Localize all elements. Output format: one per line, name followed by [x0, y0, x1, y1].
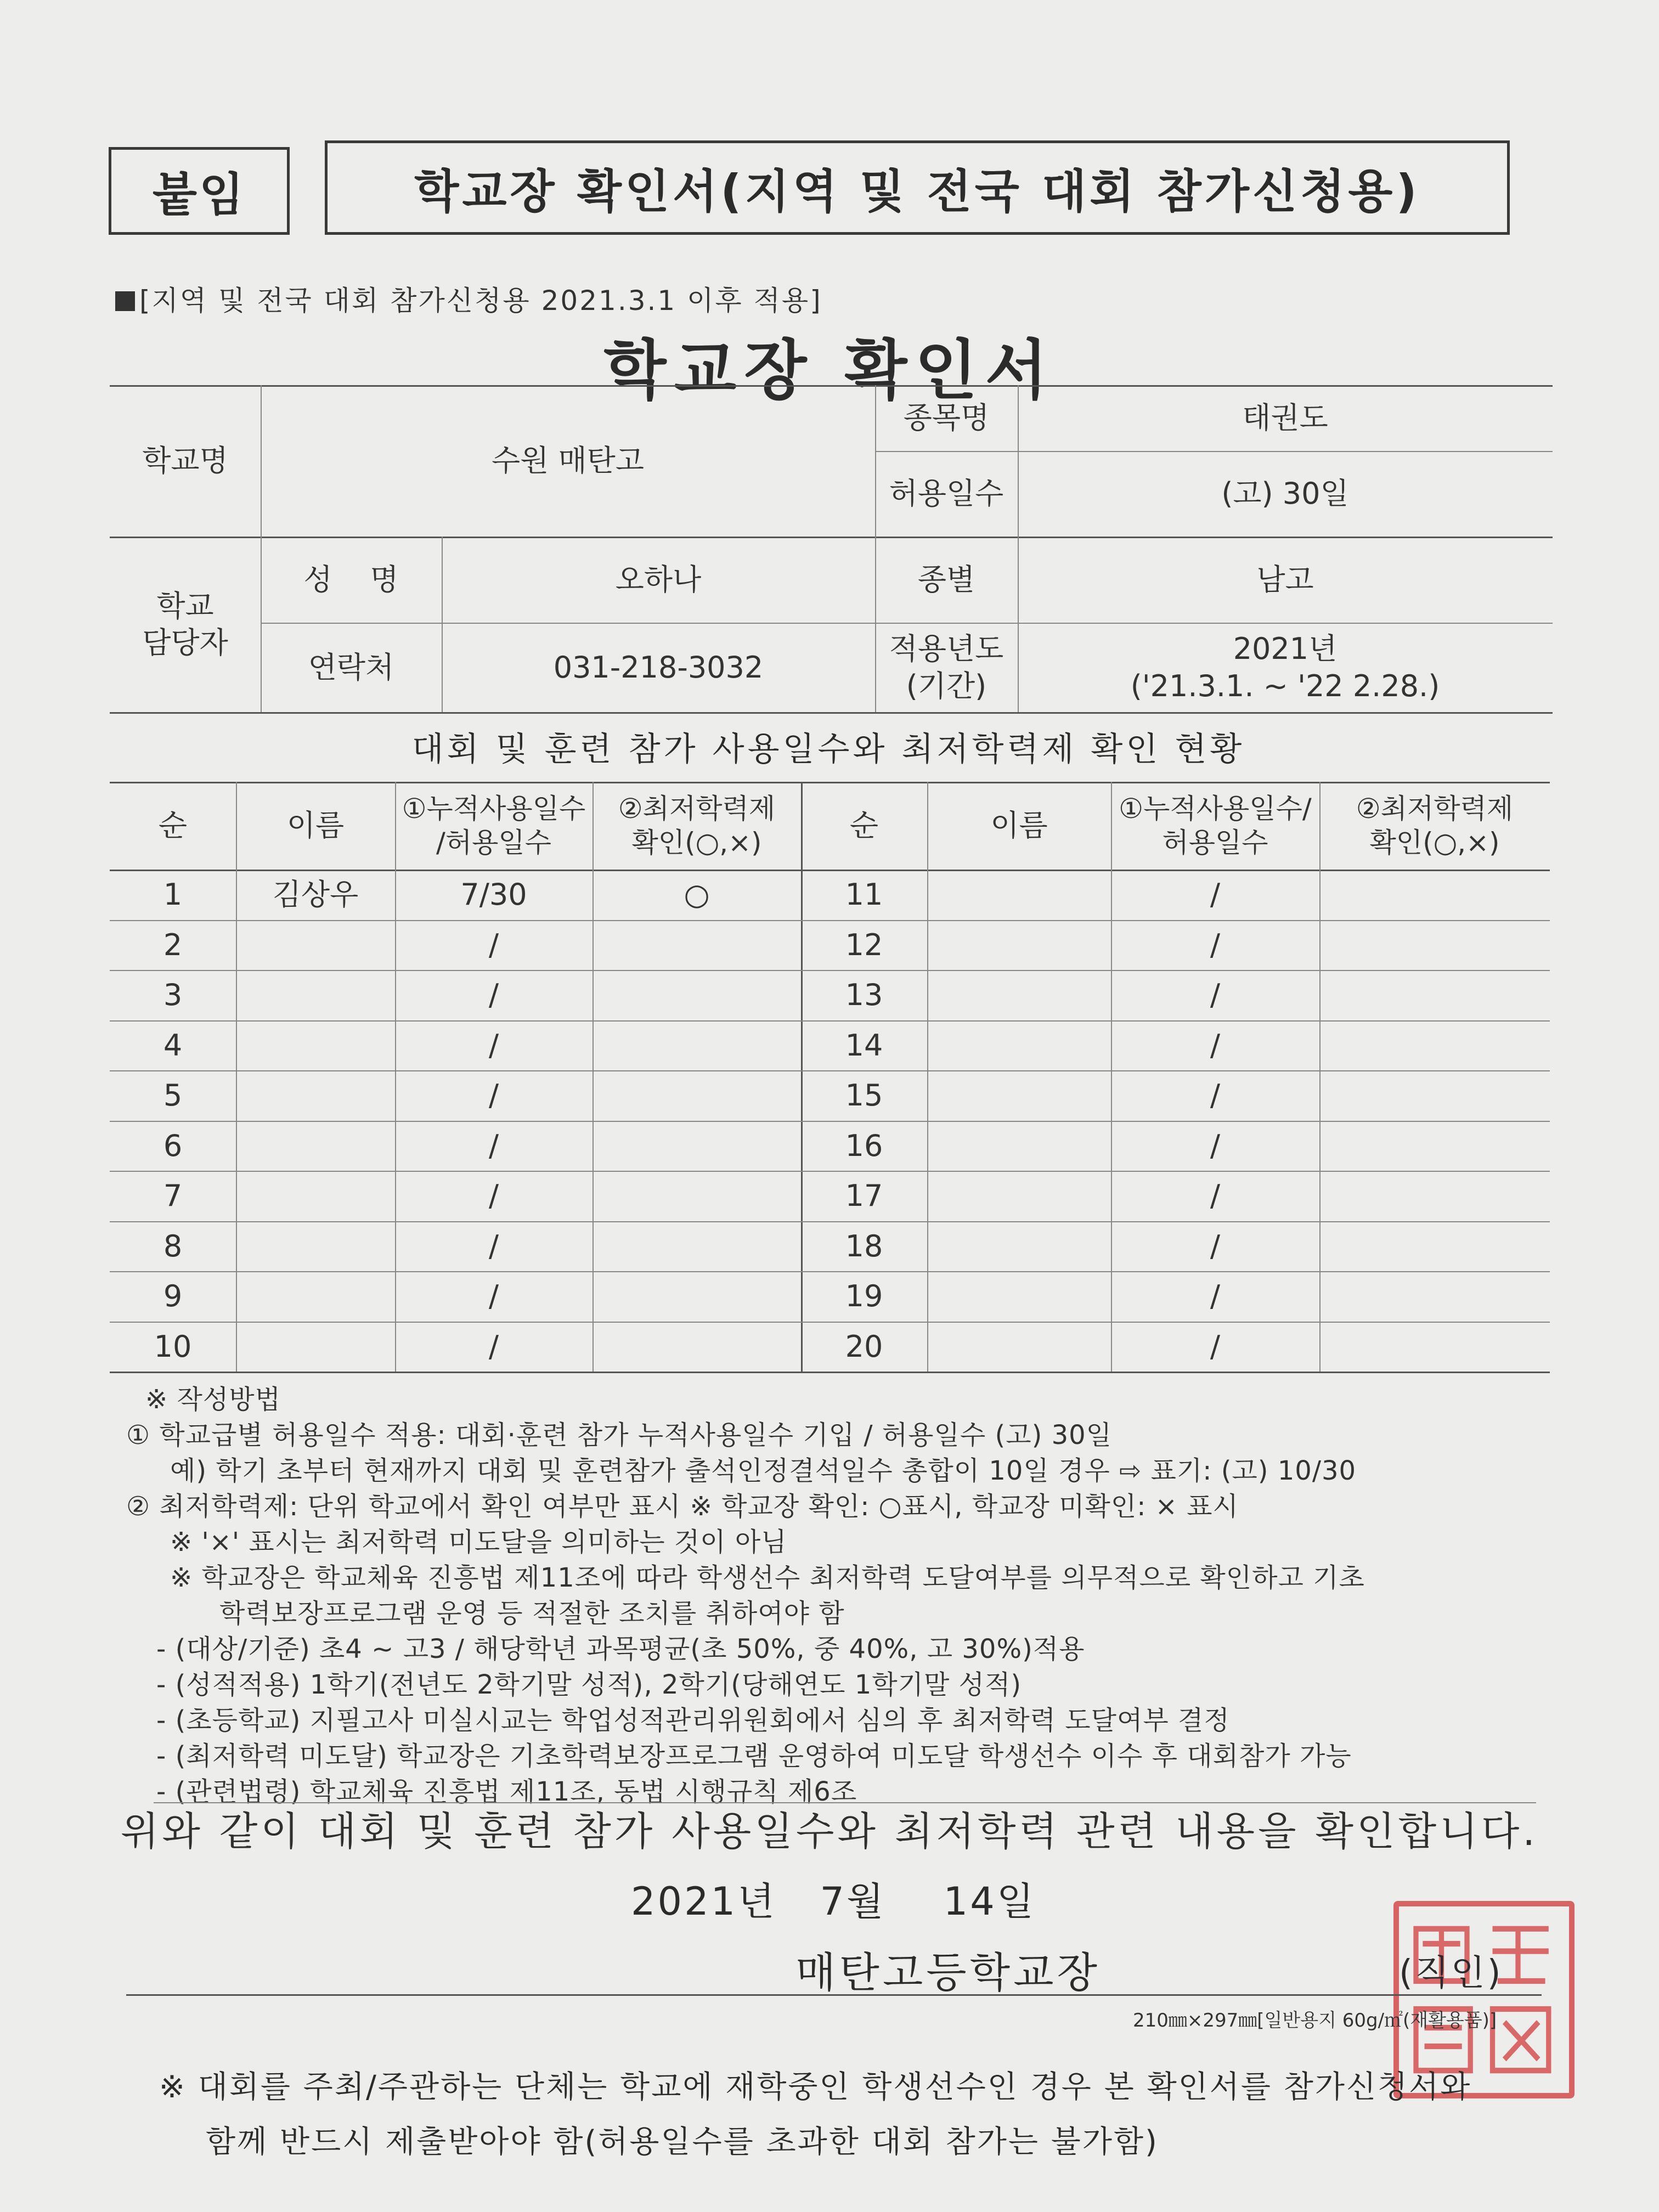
applicability-note-text: [지역 및 전국 대회 참가신청용 2021.3.1 이후 적용]: [139, 285, 822, 317]
table-cell-check: [592, 1020, 801, 1071]
allowed-days-value: (고) 30일: [1221, 476, 1349, 511]
division-value: 남고: [1256, 562, 1314, 597]
table-cell-name: [236, 1020, 395, 1071]
table-cell-check: [1319, 1020, 1550, 1071]
table-cell-check: [1319, 1271, 1550, 1322]
instruction-line: 예) 학기 초부터 현재까지 대회 및 훈련참가 출석인정결석일수 총합이 10일 경우 ⇨ 표기: (고) 10/30: [170, 1455, 1357, 1486]
table-cell-name: 김상우: [272, 877, 359, 912]
table-cell-no: 9: [163, 1279, 183, 1313]
table-cell-no: 12: [845, 927, 883, 962]
table-cell-check: [1319, 1322, 1550, 1372]
table-cell-check: [592, 1121, 801, 1171]
header-check-right: ②최저학력제 확인(○,×): [1356, 792, 1514, 859]
paper-spec: 210㎜×297㎜[일반용지 60g/㎡(재활용품)]: [1133, 2010, 1497, 2032]
principal-title: 매탄고등학교장: [795, 1948, 1101, 1997]
table-cell-days: /: [488, 1128, 499, 1163]
instruction-line: ① 학교급별 허용일수 적용: 대회·훈련 참가 누적사용일수 기입 / 허용일수 (고) 30일: [126, 1420, 1113, 1451]
table-cell-check: [592, 1221, 801, 1272]
table-cell-days: /: [1210, 1078, 1221, 1113]
table-cell-name: [236, 1171, 395, 1221]
table-cell-name: [927, 1070, 1111, 1121]
table-cell-check: [1319, 1121, 1550, 1171]
table-cell-days: /: [1210, 1228, 1221, 1263]
table-cell-days: /: [1210, 1028, 1221, 1063]
table-cell-name: [927, 920, 1111, 970]
table-cell-check: [1319, 1070, 1550, 1121]
status-table-title: 대회 및 훈련 참가 사용일수와 최저학력제 확인 현황: [411, 730, 1245, 769]
sport-value: 태권도: [1242, 400, 1328, 436]
table-cell-name: [927, 1020, 1111, 1071]
instruction-line: ※ '×' 표시는 최저학력 미도달을 의미하는 것이 아님: [170, 1527, 787, 1558]
table-cell-days: /: [488, 1178, 499, 1213]
table-cell-no: 19: [845, 1279, 883, 1313]
sport-label: 종목명: [903, 400, 990, 436]
table-cell-days: /: [488, 1028, 499, 1063]
table-cell-check: [592, 1070, 801, 1121]
table-cell-no: 14: [845, 1028, 883, 1063]
table-cell-no: 5: [163, 1078, 183, 1113]
attachment-tag: [109, 147, 290, 235]
table-cell-days: /: [488, 1078, 499, 1113]
table-cell-check: [1319, 1221, 1550, 1272]
manager-label: 학교 담당자: [142, 588, 228, 660]
table-cell-name: [927, 1322, 1111, 1372]
table-cell-no: 16: [845, 1128, 883, 1163]
header-days-right: ①누적사용일수/ 허용일수: [1119, 792, 1312, 859]
table-cell-name: [236, 1070, 395, 1121]
table-cell-no: 15: [845, 1078, 883, 1113]
table-cell-name: [927, 1221, 1111, 1272]
table-cell-check: [1319, 870, 1550, 920]
issue-date: 2021년 7월 14일: [631, 1879, 1036, 1924]
seal-label: (직인): [1399, 1953, 1503, 1994]
table-cell-name: [236, 970, 395, 1020]
form-title-box: [325, 140, 1510, 235]
table-cell-check: [592, 920, 801, 970]
instruction-line: - (대상/기준) 초4 ~ 고3 / 해당학년 과목평균(초 50%, 중 40%, 고 30%)적용: [156, 1634, 1085, 1664]
confirmation-statement: 위와 같이 대회 및 훈련 참가 사용일수와 최저학력 관련 내용을 확인합니다.: [120, 1808, 1539, 1854]
table-cell-check: [592, 1271, 801, 1322]
manager-name-value: 오하나: [615, 562, 702, 597]
table-cell-check: [592, 970, 801, 1020]
header-check-left: ②최저학력제 확인(○,×): [618, 792, 776, 859]
attachment-tag-text: 붙임: [152, 167, 246, 222]
contact-label: 연락처: [308, 650, 394, 685]
instruction-line: - (최저학력 미도달) 학교장은 기초학력보장프로그램 운영하여 미도달 학생선수 이수 후 대회참가 가능: [156, 1741, 1352, 1771]
header-name-right: 이름: [990, 808, 1048, 843]
instruction-line: ② 최저학력제: 단위 학교에서 확인 여부만 표시 ※ 학교장 확인: ○표시, 학교장 미확인: × 표시: [126, 1491, 1239, 1522]
table-cell-no: 2: [163, 927, 183, 962]
table-cell-no: 1: [163, 877, 183, 912]
header-days-left: ①누적사용일수 /허용일수: [402, 792, 586, 859]
table-cell-days: /: [1210, 1178, 1221, 1213]
instruction-line: - (성적적용) 1학기(전년도 2학기말 성적), 2학기(당해연도 1학기말 성적): [156, 1669, 1022, 1700]
instruction-line: - (관련법령) 학교체육 진흥법 제11조, 동법 시행규칙 제6조: [156, 1776, 857, 1807]
table-cell-name: [236, 1221, 395, 1272]
table-cell-days: 7/30: [460, 877, 527, 912]
table-cell-name: [236, 1271, 395, 1322]
applicability-note: [115, 279, 822, 318]
table-cell-days: /: [488, 1228, 499, 1263]
table-cell-no: 20: [845, 1329, 883, 1364]
submission-notice-line-2: 함께 반드시 제출받아야 함(허용일수를 초과한 대회 참가는 불가함): [206, 2124, 1159, 2160]
table-cell-days: /: [488, 927, 499, 962]
table-cell-days: /: [1210, 877, 1221, 912]
table-cell-name: [927, 1171, 1111, 1221]
table-cell-name: [927, 1271, 1111, 1322]
table-cell-name: [236, 920, 395, 970]
table-cell-no: 18: [845, 1228, 883, 1263]
instruction-line: - (초등학교) 지필고사 미실시교는 학업성적관리위원회에서 심의 후 최저학력 도달여부 결정: [156, 1705, 1230, 1736]
table-cell-no: 10: [154, 1329, 192, 1364]
table-cell-name: [927, 1121, 1111, 1171]
table-cell-check: [592, 1322, 801, 1372]
submission-notice-line-1: ※ 대회를 주최/주관하는 단체는 학교에 재학중인 학생선수인 경우 본 확인서를 참가신청서와: [159, 2069, 1472, 2105]
table-cell-check: ○: [684, 877, 710, 912]
table-cell-check: [592, 1171, 801, 1221]
table-cell-no: 7: [163, 1178, 183, 1213]
table-cell-no: 17: [845, 1178, 883, 1213]
table-cell-check: [1319, 920, 1550, 970]
contact-value: 031-218-3032: [553, 650, 764, 685]
table-cell-days: /: [1210, 978, 1221, 1012]
header-no-right: 순: [849, 808, 879, 843]
table-cell-no: 8: [163, 1228, 183, 1263]
table-cell-days: /: [1210, 1329, 1221, 1364]
table-cell-no: 6: [163, 1128, 183, 1163]
document-title: 학교장 확인서: [603, 332, 1056, 408]
table-cell-name: [927, 870, 1111, 920]
table-cell-name: [927, 970, 1111, 1020]
table-cell-days: /: [488, 1329, 499, 1364]
table-cell-check: [1319, 970, 1550, 1020]
table-cell-days: /: [1210, 927, 1221, 962]
period-value: 2021년 ('21.3.1. ~ '22 2.28.): [1130, 631, 1440, 703]
school-name-value: 수원 매탄고: [492, 443, 644, 478]
table-cell-no: 11: [845, 877, 883, 912]
table-cell-name: [236, 1121, 395, 1171]
square-bullet-icon: [115, 291, 135, 311]
period-label: 적용년도 (기간): [889, 631, 1004, 703]
table-cell-days: /: [1210, 1279, 1221, 1313]
table-cell-days: /: [1210, 1128, 1221, 1163]
table-cell-no: 4: [163, 1028, 183, 1063]
table-cell-no: 13: [845, 978, 883, 1012]
instruction-line: ※ 학교장은 학교체육 진흥법 제11조에 따라 학생선수 최저학력 도달여부를 의무적으로 확인하고 기초: [170, 1562, 1365, 1593]
table-cell-check: [1319, 1171, 1550, 1221]
instructions-heading: ※ 작성방법: [145, 1384, 281, 1415]
table-cell-name: [236, 1322, 395, 1372]
table-cell-no: 3: [163, 978, 183, 1012]
instruction-line: 학력보장프로그램 운영 등 적절한 조치를 취하여야 함: [219, 1598, 845, 1629]
header-no-left: 순: [158, 808, 188, 843]
manager-name-label: 성 명: [303, 562, 399, 597]
school-name-label: 학교명: [142, 443, 228, 478]
form-title: 학교장 확인서(지역 및 전국 대회 참가신청용): [414, 164, 1420, 218]
allowed-days-label: 허용일수: [889, 476, 1004, 511]
table-cell-days: /: [488, 978, 499, 1012]
table-cell-days: /: [488, 1279, 499, 1313]
header-name-left: 이름: [286, 808, 345, 843]
division-label: 종별: [917, 562, 975, 597]
